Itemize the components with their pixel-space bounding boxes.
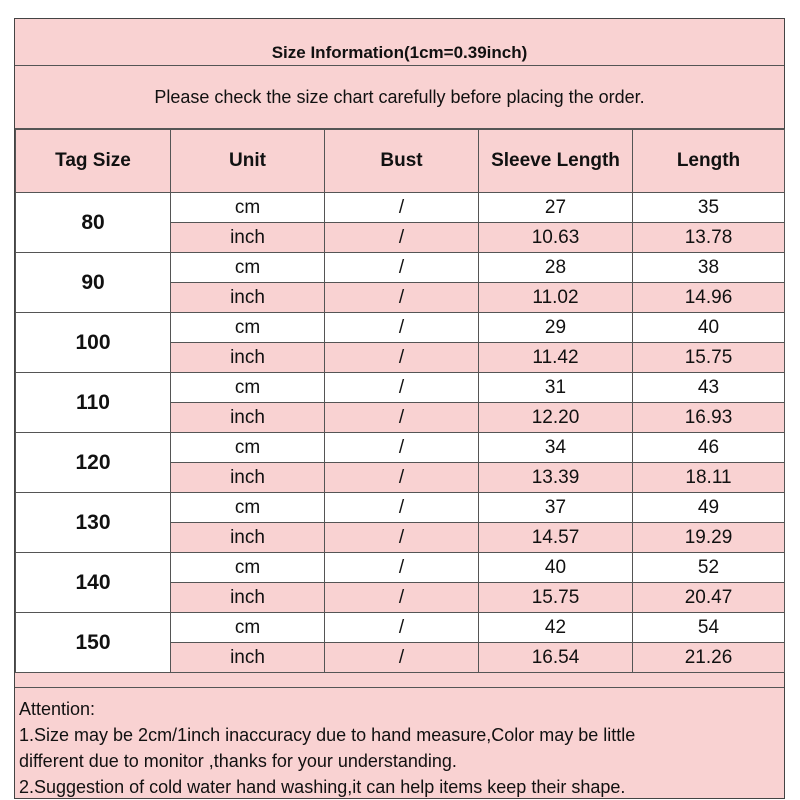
tag-size-cell: 90: [16, 253, 171, 313]
bust-cell: /: [325, 583, 479, 613]
bust-cell: /: [325, 193, 479, 223]
tag-size-cell: 150: [16, 613, 171, 673]
tag-size-cell: 110: [16, 373, 171, 433]
header-bust: Bust: [325, 130, 479, 193]
length-cell: 15.75: [633, 343, 785, 373]
length-cell: 38: [633, 253, 785, 283]
attention-notes: [15, 687, 784, 800]
unit-cell: cm: [171, 253, 325, 283]
sleeve-length-cell: 34: [479, 433, 633, 463]
unit-cell: inch: [171, 463, 325, 493]
table-row: [16, 553, 785, 583]
size-chart-sheet: [14, 18, 785, 799]
bust-cell: /: [325, 223, 479, 253]
length-cell: 35: [633, 193, 785, 223]
sleeve-length-cell: 29: [479, 313, 633, 343]
unit-cell: cm: [171, 553, 325, 583]
unit-cell: cm: [171, 313, 325, 343]
unit-cell: cm: [171, 613, 325, 643]
attention-heading: Attention:: [19, 699, 96, 719]
sleeve-length-cell: 16.54: [479, 643, 633, 673]
sleeve-length-cell: 28: [479, 253, 633, 283]
bust-cell: /: [325, 523, 479, 553]
table-row: [16, 253, 785, 283]
tag-size-cell: 140: [16, 553, 171, 613]
tag-size-cell: 130: [16, 493, 171, 553]
sleeve-length-cell: 11.42: [479, 343, 633, 373]
bust-cell: /: [325, 643, 479, 673]
length-cell: 54: [633, 613, 785, 643]
sleeve-length-cell: 10.63: [479, 223, 633, 253]
size-table: [15, 129, 785, 673]
table-row: [16, 373, 785, 403]
sleeve-length-cell: 11.02: [479, 283, 633, 313]
unit-cell: cm: [171, 373, 325, 403]
length-cell: 43: [633, 373, 785, 403]
bust-cell: /: [325, 433, 479, 463]
tag-size-cell: 80: [16, 193, 171, 253]
unit-cell: inch: [171, 643, 325, 673]
bust-cell: /: [325, 463, 479, 493]
sleeve-length-cell: 13.39: [479, 463, 633, 493]
tag-size-cell: 120: [16, 433, 171, 493]
length-cell: 13.78: [633, 223, 785, 253]
sleeve-length-cell: 40: [479, 553, 633, 583]
bust-cell: /: [325, 553, 479, 583]
header-sleeve-length: Sleeve Length: [479, 130, 633, 193]
sleeve-length-cell: 15.75: [479, 583, 633, 613]
attention-line: different due to monitor ,thanks for your understanding.: [19, 751, 457, 771]
length-cell: 18.11: [633, 463, 785, 493]
sleeve-length-cell: 14.57: [479, 523, 633, 553]
table-row: [16, 433, 785, 463]
header-tag-size: Tag Size: [16, 130, 171, 193]
length-cell: 49: [633, 493, 785, 523]
unit-cell: inch: [171, 343, 325, 373]
length-cell: 16.93: [633, 403, 785, 433]
length-cell: 52: [633, 553, 785, 583]
table-row: [16, 493, 785, 523]
length-cell: 21.26: [633, 643, 785, 673]
table-row: [16, 193, 785, 223]
table-row: [16, 613, 785, 643]
unit-cell: cm: [171, 493, 325, 523]
unit-cell: inch: [171, 283, 325, 313]
header-unit: Unit: [171, 130, 325, 193]
length-cell: 14.96: [633, 283, 785, 313]
unit-cell: cm: [171, 433, 325, 463]
sleeve-length-cell: 37: [479, 493, 633, 523]
sleeve-length-cell: 31: [479, 373, 633, 403]
bust-cell: /: [325, 493, 479, 523]
length-cell: 19.29: [633, 523, 785, 553]
unit-cell: inch: [171, 403, 325, 433]
size-chart-instruction: Please check the size chart carefully before placing the order.: [15, 66, 784, 129]
unit-cell: inch: [171, 223, 325, 253]
bust-cell: /: [325, 343, 479, 373]
table-header-row: [16, 130, 785, 193]
sleeve-length-cell: 42: [479, 613, 633, 643]
length-cell: 40: [633, 313, 785, 343]
bust-cell: /: [325, 313, 479, 343]
tag-size-cell: 100: [16, 313, 171, 373]
unit-cell: inch: [171, 583, 325, 613]
unit-cell: inch: [171, 523, 325, 553]
bust-cell: /: [325, 283, 479, 313]
sleeve-length-cell: 12.20: [479, 403, 633, 433]
attention-line: 1.Size may be 2cm/1inch inaccuracy due to hand measure,Color may be little: [19, 725, 636, 745]
size-info-title: Size Information(1cm=0.39inch): [15, 19, 784, 66]
length-cell: 46: [633, 433, 785, 463]
bust-cell: /: [325, 403, 479, 433]
attention-line: 2.Suggestion of cold water hand washing,it can help items keep their shape.: [19, 777, 626, 797]
sleeve-length-cell: 27: [479, 193, 633, 223]
unit-cell: cm: [171, 193, 325, 223]
header-length: Length: [633, 130, 785, 193]
table-row: [16, 313, 785, 343]
bust-cell: /: [325, 613, 479, 643]
bust-cell: /: [325, 373, 479, 403]
length-cell: 20.47: [633, 583, 785, 613]
bust-cell: /: [325, 253, 479, 283]
